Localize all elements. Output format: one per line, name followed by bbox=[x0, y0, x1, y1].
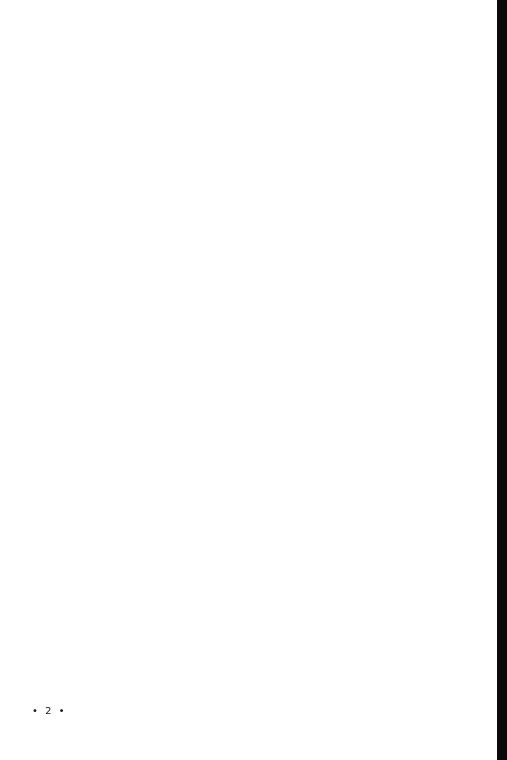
page-number: • 2 • bbox=[32, 706, 67, 717]
drafter-names-continued bbox=[58, 160, 450, 185]
scan-edge-bar bbox=[497, 0, 507, 760]
document-body bbox=[58, 92, 450, 185]
main-drafters-row bbox=[58, 141, 450, 155]
chief-editor-value bbox=[148, 122, 450, 136]
chief-editor-row bbox=[58, 122, 450, 136]
main-drafters-label bbox=[58, 141, 148, 155]
committee-list bbox=[58, 122, 450, 185]
chief-editor-label bbox=[58, 122, 148, 136]
main-drafters-line-1 bbox=[148, 141, 450, 155]
